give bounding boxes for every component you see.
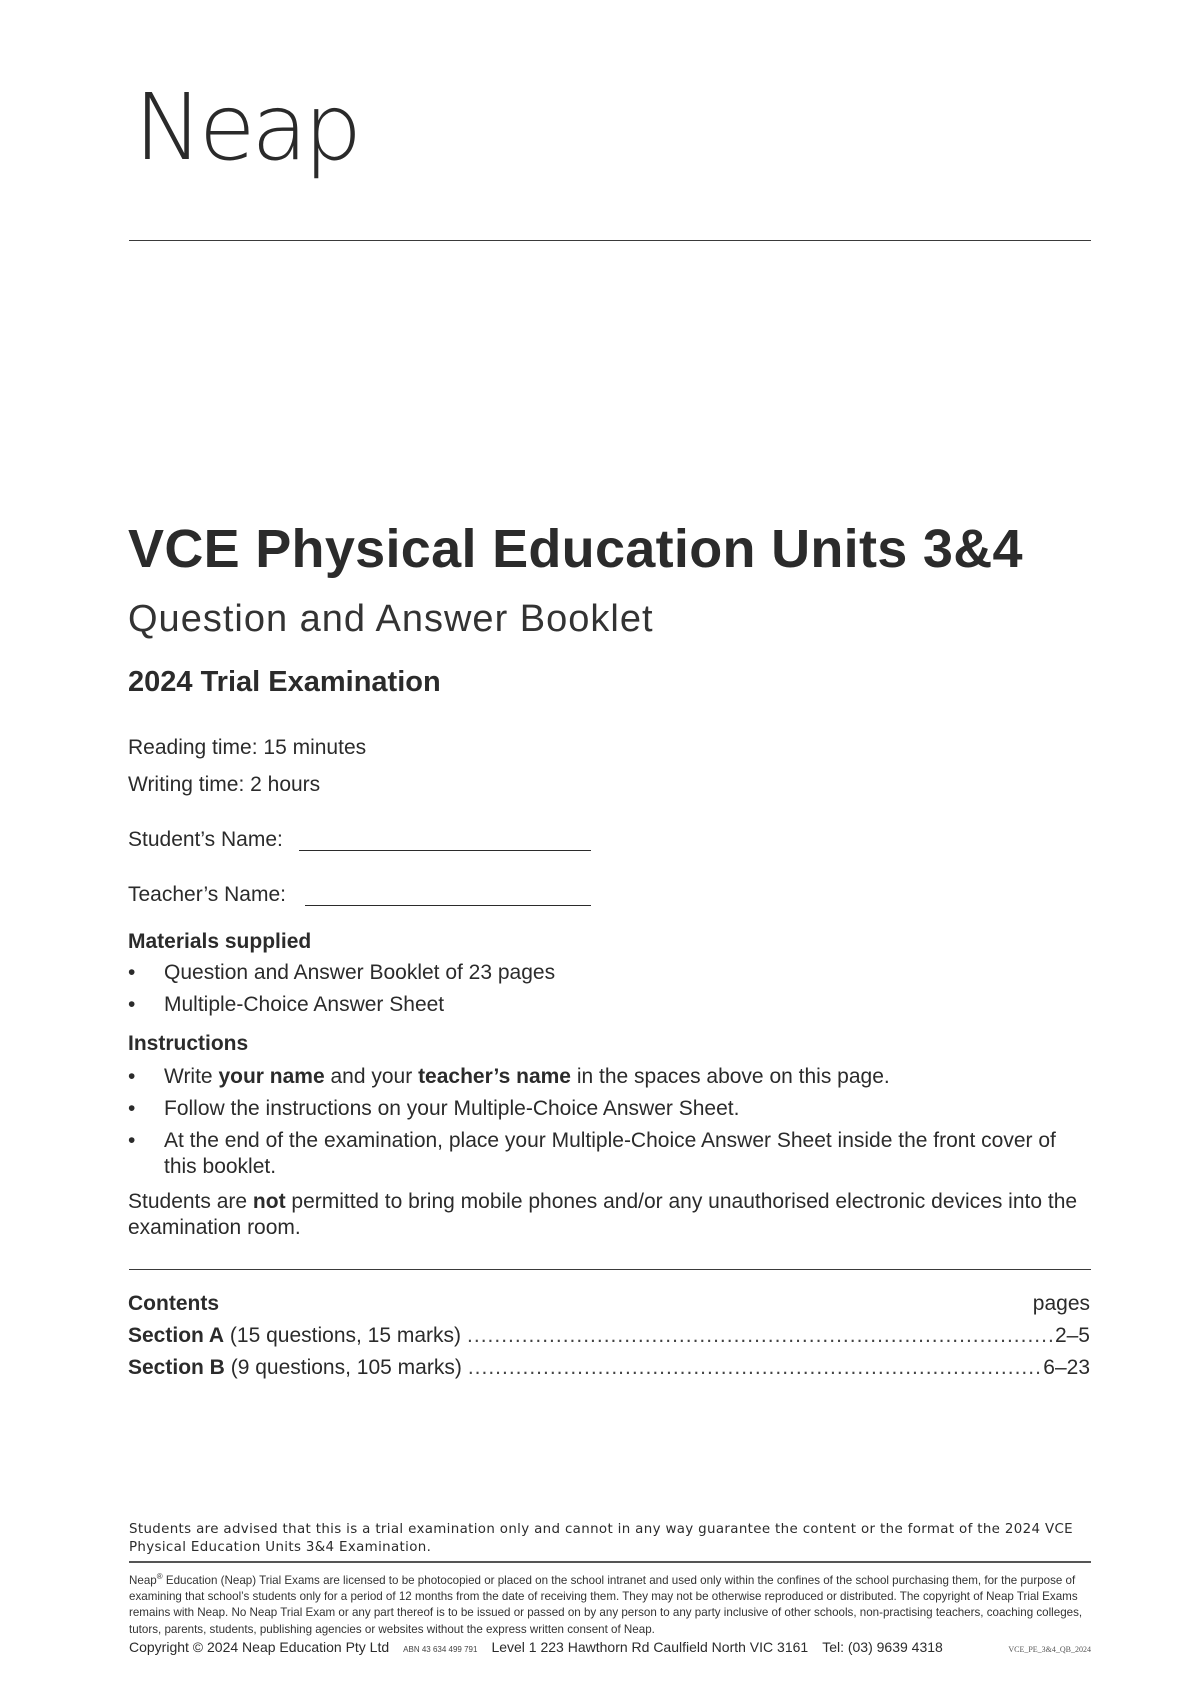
bullet-icon: • [128,961,136,984]
dot-leader [467,1324,1053,1348]
toc-row-section-b[interactable]: Section B (9 questions, 105 marks) ..... 6–23 [128,1356,1090,1380]
bullet-icon: • [128,1097,136,1120]
instructions-heading: Instructions [128,1032,249,1055]
instruction-item: • Write your name and your teacher’s name in the spaces above on this page. [128,1065,890,1088]
materials-item: • Question and Answer Booklet of 23 pages [128,961,556,984]
materials-item: • Multiple-Choice Answer Sheet [128,993,445,1016]
booklet-subtitle: Question and Answer Booklet [128,598,654,640]
trial-advisory: Students are advised that this is a trial examination only and cannot in any way guarantee the content or the format of the 2024 VCE Physical Education Units 3&4 Examination. [129,1522,1073,1555]
writing-time: Writing time: 2 hours [128,773,321,796]
exam-title: VCE Physical Education Units 3&4 [128,519,1023,579]
license-notice: Neap® Education (Neap) Trial Exams are licensed to be photocopied or placed on the school intranet and used only within the confines of the school purchasing them, for the purpose of examining that school’s students only for a period of 12 months from the date of receiving them. They may not be otherwise reproduced or distributed. The copyright of Neap Trial Exams remains with Neap. No Neap Trial Exam or any part thereof is to be issued or passed on by any person to any party inclusive of other schools, non-practising teachers, coaching colleges, tutors, parents, students, publishing agencies or websites without the express written consent of Neap. [129,1572,1083,1636]
devices-notice: Students are not permitted to bring mobile phones and/or any unauthorised electronic devices into the examination room. [128,1190,1078,1239]
instruction-item: • Follow the instructions on your Multiple-Choice Answer Sheet. [128,1097,740,1120]
materials-heading: Materials supplied [128,930,312,953]
contents-divider [129,1269,1091,1270]
teacher-name-label: Teacher’s Name: [128,883,286,906]
header-divider [129,240,1091,241]
neap-logo: Neap [134,74,359,181]
footer-divider [129,1561,1091,1563]
telephone: Tel: (03) 9639 4318 [822,1639,943,1655]
toc-row-section-a[interactable]: Section A (15 questions, 15 marks) ..... 2–5 [128,1324,1090,1348]
bullet-icon: • [128,993,136,1016]
dot-leader [468,1356,1041,1380]
contents-header [128,1292,1090,1316]
bullet-icon: • [128,1129,136,1152]
teacher-name-field[interactable] [305,905,591,906]
page-range: 6–23 [1043,1356,1090,1379]
pages-label: pages [1032,1292,1090,1315]
exam-label: 2024 Trial Examination [128,666,441,698]
reading-time: Reading time: 15 minutes [128,736,367,759]
student-name-field[interactable] [299,850,591,851]
page-range: 2–5 [1054,1324,1090,1347]
document-code: VCE_PE_3&4_QB_2024 [1008,1645,1091,1654]
address: Level 1 223 Hawthorn Rd Caulfield North VIC 3161 [491,1639,809,1655]
contents-heading: Contents [128,1292,219,1315]
registered-mark: ® [156,1572,163,1581]
copyright-text: Copyright © 2024 Neap Education Pty Ltd [129,1639,390,1655]
instruction-item: • At the end of the examination, place your Multiple-Choice Answer Sheet inside the front cover of this booklet. [128,1129,1056,1178]
student-name-label: Student’s Name: [128,828,283,851]
bullet-icon: • [128,1065,136,1088]
abn-number: ABN 43 634 499 791 [403,1645,478,1654]
copyright-row [129,1639,1091,1655]
